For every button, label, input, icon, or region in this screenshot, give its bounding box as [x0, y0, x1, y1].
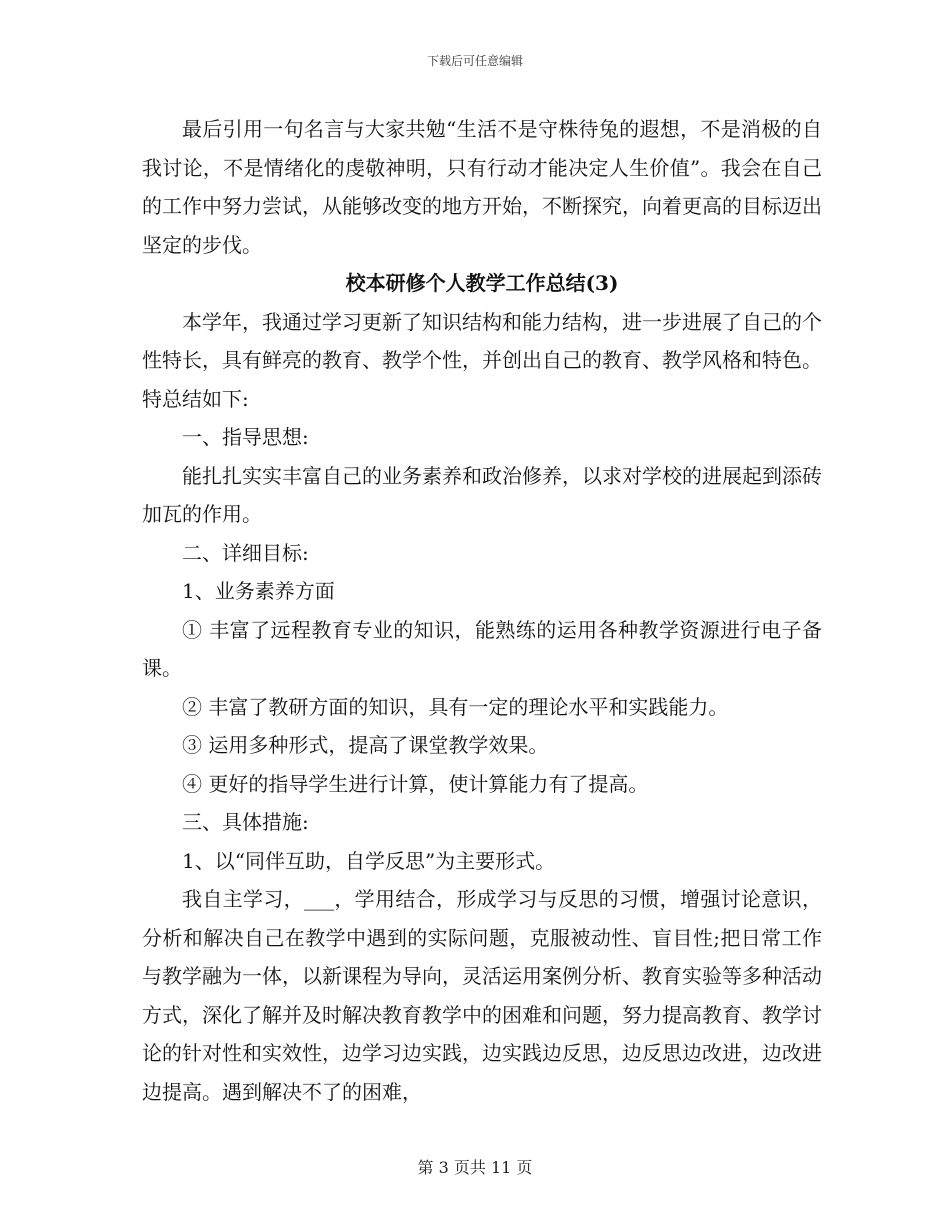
goal-item-1: ① 丰富了远程教育专业的知识，能熟练的运用各种教学资源进行电子备课。: [142, 617, 822, 680]
paragraph-intro: 本学年，我通过学习更新了知识结构和能力结构，进一步进展了自己的个性特长，具有鲜亮的教育、教学个性，并创出自己的教育、教学风格和特色。特总结如下:: [142, 309, 822, 411]
header-note: 下载后可任意编辑: [426, 54, 523, 68]
goal-item-3: ③ 运用多种形式，提高了课堂教学效果。: [182, 733, 549, 757]
goal-item-4: ④ 更好的指导学生进行计算，使计算能力有了提高。: [182, 771, 649, 796]
subheading-professional-quality: 1、业务素养方面: [182, 579, 335, 603]
page-number: 第 3 页共 11 页: [417, 1158, 533, 1177]
document-body: [142, 110, 822, 1111]
heading-guiding-thought: 一、指导思想:: [182, 425, 309, 449]
heading-specific-measures: 三、具体措施:: [182, 810, 309, 834]
paragraph-self-study: 我自主学习，___，学用结合，形成学习与反思的习惯，增强讨论意识，分析和解决自己在教学中遇到的实际问题，克服被动性、盲目性;把日常工作与教学融为一体，以新课程为导向，灵活运用案例分析、教育实验等多种活动方式，深化了解并及时解决教育教学中的困难和问题，努力提高教育、教学讨论的针对性和实效性，边学习边实践，边实践边反思，边反思边改进，边改进边提高。遇到解决不了的困难，: [142, 887, 822, 1104]
section-title: 校本研修个人教学工作总结(3): [345, 271, 619, 295]
paragraph-guiding-thought: 能扎扎实实丰富自己的业务素养和政治修养，以求对学校的进展起到添砖加瓦的作用。: [142, 463, 822, 526]
subheading-peer-support: 1、以“同伴互助，自学反思”为主要形式。: [182, 848, 556, 873]
goal-item-2: ② 丰富了教研方面的知识，具有一定的理论水平和实践能力。: [182, 694, 729, 719]
heading-detailed-goals: 二、详细目标:: [182, 540, 309, 565]
paragraph-closing-quote: 最后引用一句名言与大家共勉“生活不是守株待兔的遐想，不是消极的自我讨论，不是情绪化的虔敬神明，只有行动才能决定人生价值”。我会在自己的工作中努力尝试，从能够改变的地方开始，不断探究，向着更高的目标迈出坚定的步伐。: [142, 117, 822, 257]
